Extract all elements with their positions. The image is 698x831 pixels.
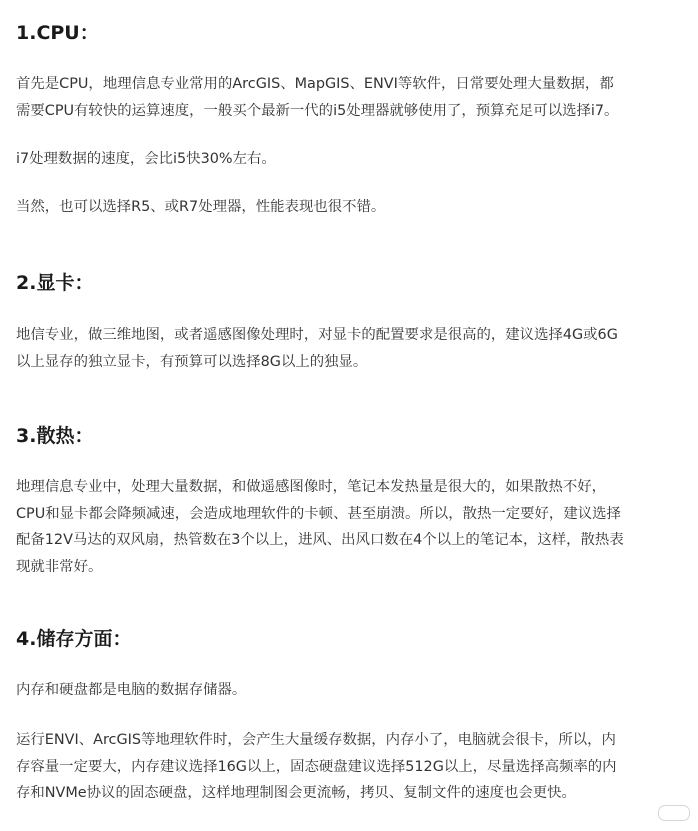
paragraph-line: CPU和显卡都会降频减速，会造成地理软件的卡顿、甚至崩溃。所以，散热一定要好，建议选择 — [16, 505, 621, 522]
paragraph-line: 地信专业，做三维地图，或者遥感图像处理时，对显卡的配置要求是很高的，建议选择4G或6G — [16, 327, 618, 343]
paragraph-line: 内存和硬盘都是电脑的数据存储器。 — [16, 682, 247, 698]
watermark — [658, 805, 690, 821]
paragraph — [16, 474, 688, 580]
paragraph-line: 当然，也可以选择R5、或R7处理器，性能表现也很不错。 — [16, 199, 386, 215]
watermark-logo-icon — [658, 805, 690, 821]
paragraph — [16, 727, 688, 807]
paragraph-line: 地理信息专业中，处理大量数据，和做遥感图像时，笔记本发热量是很大的，如果散热不好， — [16, 479, 607, 495]
paragraph-line: 存和NVMe协议的固态硬盘，这样地理制图会更流畅，拷贝、复制文件的速度也会更快。 — [16, 785, 576, 801]
paragraph — [16, 146, 688, 173]
paragraph-line: 运行ENVI、ArcGIS等地理软件时，会产生大量缓存数据，内存小了，电脑就会很卡，所以，内 — [16, 732, 616, 748]
paragraph-line: 现就非常好。 — [16, 558, 103, 575]
paragraph — [16, 677, 688, 704]
paragraph-line: 首先是CPU，地理信息专业常用的ArcGIS、MapGIS、ENVI等软件，日常要处理大量数据，都 — [16, 76, 614, 92]
paragraph-line: 存容量一定要大，内存建议选择16G以上，固态硬盘建议选择512G以上，尽量选择高频率的内 — [16, 758, 617, 775]
section-heading-cpu: 1.CPU： — [16, 22, 99, 44]
paragraph — [16, 71, 688, 124]
section-heading-gpu: 2.显卡： — [16, 272, 94, 294]
paragraph — [16, 194, 688, 221]
paragraph-line: 配备12V马达的双风扇，热管数在3个以上，进风、出风口数在4个以上的笔记本，这样，散热表 — [16, 532, 624, 548]
section-heading-cooling: 3.散热： — [16, 425, 94, 447]
paragraph — [16, 322, 688, 375]
paragraph-line: 需要CPU有较快的运算速度，一般买个最新一代的i5处理器就够使用了，预算充足可以选择i7。 — [16, 102, 619, 119]
paragraph-line: i7处理数据的速度，会比i5快30%左右。 — [16, 151, 276, 167]
section-heading-storage: 4.储存方面： — [16, 628, 132, 650]
paragraph-line: 以上显存的独立显卡，有预算可以选择8G以上的独显。 — [16, 353, 368, 370]
